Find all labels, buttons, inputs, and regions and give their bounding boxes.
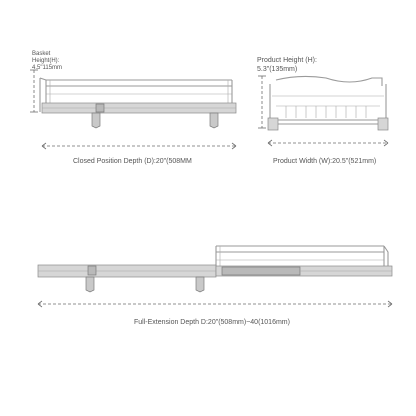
basket-height-label-line3: 4.5"115mm bbox=[32, 65, 63, 71]
closed-depth-dimension bbox=[42, 143, 236, 149]
basket-height-dimension bbox=[30, 70, 38, 112]
full-extension-label: Full-Extension Depth D:20"(508mm)~40(1016mm) bbox=[134, 319, 290, 326]
end-view-left-rail bbox=[268, 118, 278, 130]
product-width-label: Product Width (W):20.5"(521mm) bbox=[273, 158, 377, 165]
extended-rail-clip bbox=[88, 266, 96, 275]
end-view bbox=[257, 57, 388, 165]
product-width-dimension bbox=[268, 140, 388, 146]
full-extension-view bbox=[38, 246, 392, 326]
product-height-label-line1: Product Height (H): bbox=[257, 57, 317, 64]
product-height-label-line2: 5.3"(135mm) bbox=[257, 66, 298, 73]
end-view-right-rail bbox=[378, 118, 388, 130]
basket-height-label-line1: Basket bbox=[32, 51, 51, 57]
extended-rear-bracket bbox=[196, 277, 204, 292]
product-height-dimension bbox=[258, 76, 266, 128]
end-view-wire-grid bbox=[286, 106, 366, 118]
basket-height-label-line2: Height(H): bbox=[32, 58, 60, 64]
closed-front-bracket bbox=[92, 113, 100, 128]
closed-rail-clip bbox=[96, 104, 104, 112]
closed-position-view bbox=[30, 51, 236, 165]
ball-bearing-carriage bbox=[222, 267, 300, 275]
closed-rear-bracket bbox=[210, 113, 218, 128]
end-view-basket bbox=[268, 76, 388, 130]
extended-front-bracket bbox=[86, 277, 94, 292]
full-extension-dimension bbox=[38, 301, 392, 307]
closed-depth-label: Closed Position Depth (D):20"(508MM bbox=[73, 158, 192, 165]
